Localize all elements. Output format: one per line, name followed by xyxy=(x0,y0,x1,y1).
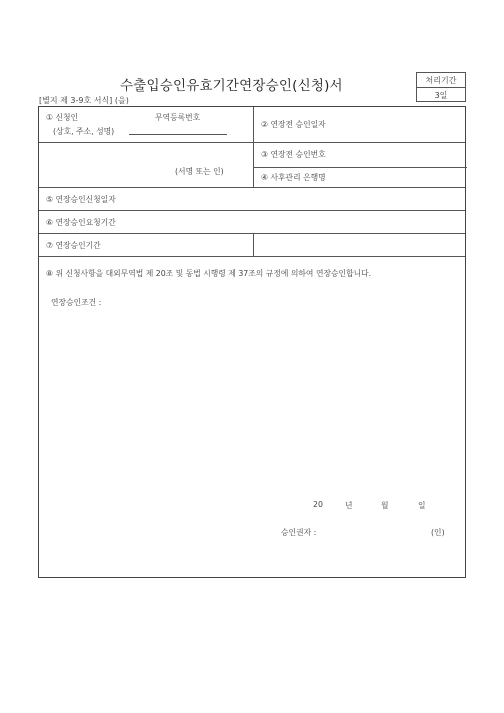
column-divider xyxy=(253,107,254,187)
authority-label: 승인권자 : xyxy=(281,528,317,537)
processing-period-divider xyxy=(417,87,465,88)
prior-approval-date-label: ② 연장전 승인일자 xyxy=(261,120,326,129)
row-divider xyxy=(39,210,465,211)
applicant-label: ① 신청인 xyxy=(46,113,79,122)
bank-name-label: ④ 사후관리 은행명 xyxy=(261,173,326,182)
extension-period-label: ⑦ 연장승인기간 xyxy=(46,241,101,250)
seal-mark: (인) xyxy=(431,528,445,537)
row-divider xyxy=(39,256,465,257)
applicant-detail-label: (상호, 주소, 성명) xyxy=(53,127,115,136)
extension-request-period-label: ⑥ 연장승인요청기간 xyxy=(46,218,116,227)
signature-label: (서명 또는 인) xyxy=(175,167,224,176)
application-form xyxy=(38,106,466,578)
form-number: [별지 제 3-9호 서식] (을) xyxy=(39,96,129,105)
date-day-label: 일 xyxy=(418,501,426,510)
processing-period-label: 처리기간 xyxy=(425,76,457,85)
row-divider xyxy=(39,142,465,143)
prior-approval-no-label: ③ 연장전 승인번호 xyxy=(261,150,326,159)
column-divider xyxy=(253,233,254,256)
date-month-label: 월 xyxy=(381,501,389,510)
row-divider xyxy=(39,187,465,188)
row-divider xyxy=(39,233,465,234)
row-divider xyxy=(253,167,467,168)
processing-period-box xyxy=(416,72,466,102)
applicant-detail-underline xyxy=(129,134,227,135)
extension-application-date-label: ⑤ 연장승인신청일자 xyxy=(46,195,116,204)
date-year-prefix: 20 xyxy=(313,500,323,509)
processing-period-value: 3일 xyxy=(434,91,448,100)
date-year-label: 년 xyxy=(345,501,353,510)
page-title: 수출입승인유효기간연장승인(신청)서 xyxy=(120,78,343,94)
approval-statement: ⑧ 위 신청사항을 대외무역법 제 20조 및 동법 시행령 제 37조의 규정에 의하여 연장승인합니다. xyxy=(46,269,372,278)
conditions-label: 연장승인조건 : xyxy=(51,298,102,307)
trade-registration-label: 무역등록번호 xyxy=(155,113,201,122)
